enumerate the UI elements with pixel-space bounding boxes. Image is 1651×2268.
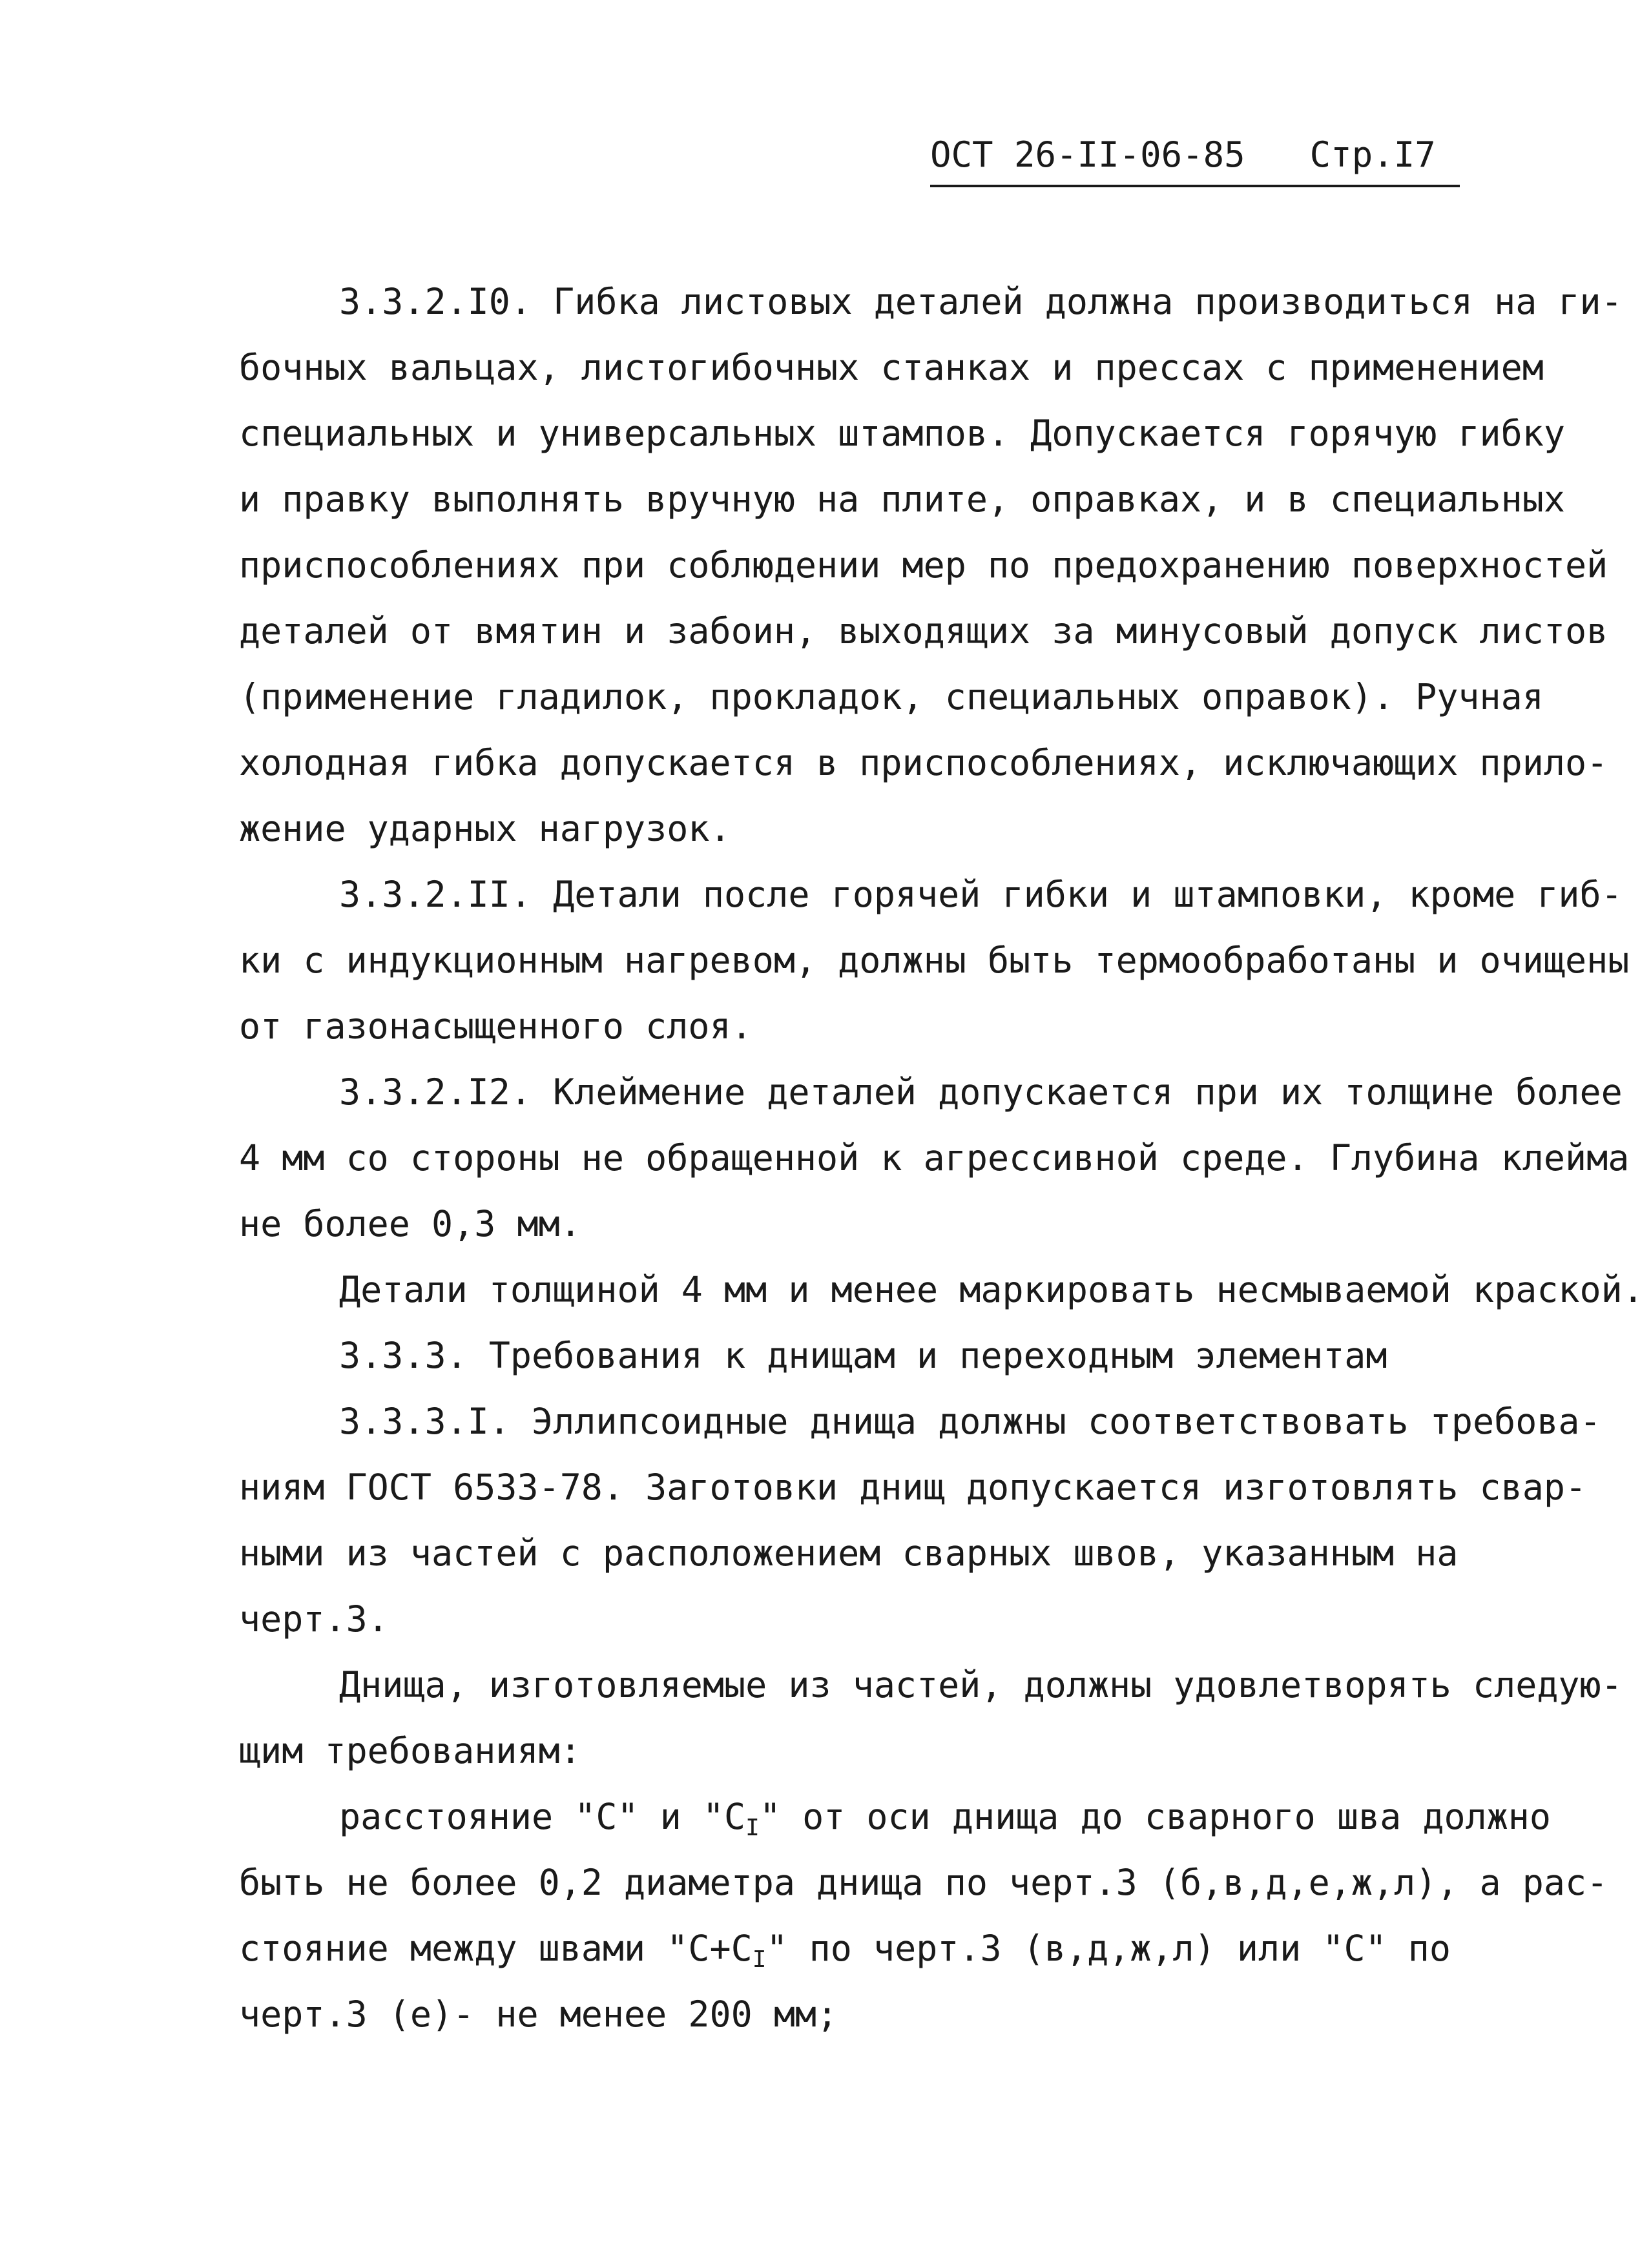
text-line: [239, 1926, 1451, 1983]
text-line: 3.3.2.I2. Клеймение деталей допускается при их толщине более: [339, 1071, 1623, 1113]
subscript: I: [752, 1946, 767, 1973]
text-line: 3.3.2.II. Детали после горячей гибки и штамповки, кроме гиб-: [339, 874, 1623, 915]
text-line: жение ударных нагрузок.: [239, 808, 731, 849]
text-line: черт.3 (е)- не менее 200 мм;: [239, 1994, 838, 2035]
text-segment: расстояние "С" и "С: [339, 1796, 746, 1837]
page-number: Стр.I7: [1309, 134, 1436, 175]
text-segment: " по черт.3 (в,д,ж,л) или "С" по: [766, 1928, 1451, 1969]
text-line: щим требованиям:: [239, 1730, 581, 1771]
section-heading: 3.3.3. Требования к днищам и переходным элементам: [339, 1335, 1387, 1376]
text-line: не более 0,3 мм.: [239, 1203, 581, 1244]
text-line: быть не более 0,2 диаметра днища по черт.3 (б,в,д,е,ж,л), а рас-: [239, 1862, 1608, 1903]
text-line: холодная гибка допускается в приспособлениях, исключающих прило-: [239, 742, 1608, 783]
subscript: I: [745, 1815, 760, 1841]
text-line: от газонасыщенного слоя.: [239, 1005, 753, 1047]
text-line: специальных и универсальных штампов. Допускается горячую гибку: [239, 413, 1565, 454]
text-line: черт.3.: [239, 1598, 389, 1640]
text-line: 3.3.2.I0. Гибка листовых деталей должна производиться на ги-: [339, 281, 1623, 322]
page-header: [930, 129, 1460, 187]
text-line: Днища, изготовляемые из частей, должны удовлетворять следую-: [339, 1664, 1623, 1706]
text-line: бочных вальцах, листогибочных станках и прессах с применением: [239, 347, 1544, 388]
text-line: ными из частей с расположением сварных швов, указанным на: [239, 1532, 1459, 1574]
text-line: приспособлениях при соблюдении мер по предохранению поверхностей: [239, 544, 1608, 586]
text-line: ниям ГОСТ 6533-78. Заготовки днищ допускается изготовлять свар-: [239, 1467, 1587, 1508]
text-line: Детали толщиной 4 мм и менее маркировать несмываемой краской.: [339, 1269, 1644, 1310]
text-segment: " от оси днища до сварного шва должно: [759, 1796, 1552, 1837]
text-line: 3.3.3.I. Эллипсоидные днища должны соответствовать требова-: [339, 1401, 1601, 1442]
text-line: 4 мм со стороны не обращенной к агрессивной среде. Глубина клейма: [239, 1137, 1630, 1179]
text-line: деталей от вмятин и забоин, выходящих за минусовый допуск листов: [239, 610, 1608, 652]
text-line: (применение гладилок, прокладок, специальных оправок). Ручная: [239, 676, 1544, 717]
text-line: и правку выполнять вручную на плите, оправках, и в специальных: [239, 479, 1565, 520]
text-segment: стояние между швами "С+С: [239, 1928, 753, 1969]
text-line: ки с индукционным нагревом, должны быть термообработаны и очищены: [239, 940, 1630, 981]
document-number: ОСТ 26-II-06-85: [930, 134, 1245, 175]
text-line: [339, 1794, 1551, 1851]
